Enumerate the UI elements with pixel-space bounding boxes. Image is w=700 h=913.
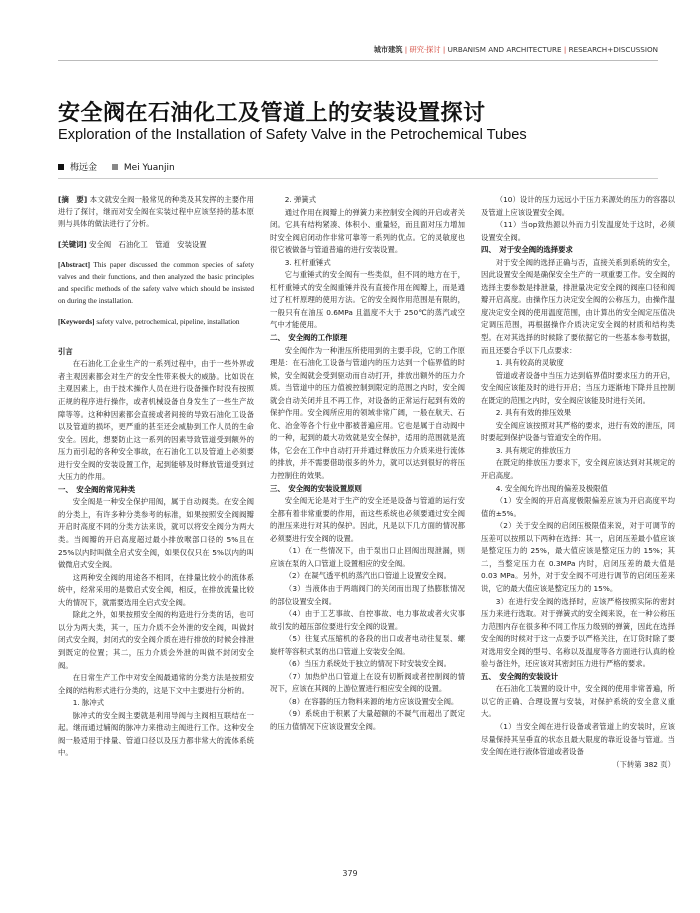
header-rule (58, 60, 658, 61)
section-heading: 四、 对于安全阀的选择要求 (481, 245, 573, 255)
column-middle (270, 194, 465, 734)
list-item: （9）系统由于积累了大量超额的不凝气而超出了既定的压力值情况下应该设置安全阀。 (270, 709, 465, 731)
section-heading: 五、 安全阀的安装设计 (481, 671, 559, 681)
paragraph: 安全阀是一种安全保护用阀，属于自动阀类。在安全阀的分类上，有许多种分类参考的标准，如果按照安全阀阀瓣开启时高度不同的分类方法来说，就可以将安全阀分为两大类。当阀瓣的开启高度超过最小排放喉部口径的 5%且在 25%以内时叫做全启式安全阀，如果仅仅只在 5%以内的叫做微启式安全阀。 (58, 497, 254, 570)
keywords-cn: 安全阀 石油化工 管道 安装设置 (89, 239, 207, 249)
list-item: （2）关于安全阀的启闭压极限值来说，对于可调节的压差可以按照以下两种在选择：其一，启闭压差最小值应该是整定压力的 25%，最大值应该是整定压力的 15%；其二，当整定压力在 0.3MPa 内时，启闭压差的最大值是 0.03 MPa。另外，对于安全阀不可进行调节的启闭压差来说，它的最大值应该是整定压力的 15%。 (481, 521, 675, 593)
column-left (58, 194, 254, 760)
paragraph: 除此之外，如果按照安全阀的构造进行分类的话，也可以分为两大类，其一，压力介质不会外泄的安全阀，叫做封闭式安全阀，封闭式的安全阀介质在进行排放的时候会排泄到既定的位置；其二，压力介质会外泄的叫做不封闭安全阀。 (58, 610, 254, 670)
paragraph: 管道或者设备中当压力达到临界值时要求压力的开启，安全阀应该能及时的进行开启；当压力逐渐地下降并且控制在既定的范围之内时，安全阀应该能及时进行关闭。 (481, 370, 675, 405)
subheading: 2. 具有有效的排压效果 (495, 408, 572, 418)
page-number: 379 (342, 869, 358, 878)
abstract-label-cn: [摘 要] (58, 195, 88, 204)
author-cn: 梅远金 (70, 163, 98, 173)
author-rule (58, 178, 658, 179)
subheading: 3. 具有规定的排放压力 (495, 445, 572, 455)
paragraph: 在石油化工装置的设计中，安全阀的使用非常普遍，所以它的正确、合理设置与安装，对保护系统的安全意义重大。 (481, 684, 675, 719)
continued-note: （下转第 382 页） (612, 759, 675, 769)
abstract-label-en: [Abstract] (58, 259, 91, 269)
section-heading: 一、 安全阀的常见种类 (58, 484, 136, 494)
title-en: Exploration of the Installation of Safety Valve in the Petrochemical Tubes (58, 127, 527, 143)
list-item: （6）当压力系统处于独立的情况下时安装安全阀。 (284, 659, 451, 669)
list-item: 3）在进行安全阀的选择时，应该严格按照实际的密封压力来进行选取。对于弹簧式的安全阀来说，在一种公称压力范围内存在很多种不同工作压力级别的弹簧，因此在选择安全阀的时候对于这一点要予以严格关注，在订货时除了要对选用安全阀的型号、名称以及温度等各方面进行认真的检验与备注外，还应该对其密封压力进行严格的要求。 (481, 596, 675, 669)
paragraph: 在日常生产工作中对安全阀最通常的分类方法是按照安全阀的结构形式进行分类的，这是下文中主要进行分析的。 (58, 673, 254, 695)
intro-heading: 引言 (58, 346, 73, 356)
column-cn: 研究·探讨 (409, 45, 441, 54)
abstract-block (58, 194, 254, 328)
keywords-en: safety valve, petrochemical, pipeline, installation (96, 316, 240, 326)
list-item: （11）当op致热源以外而力引发温度处于这时，必须设置安全阀。 (481, 220, 675, 242)
column-right (481, 194, 675, 771)
abstract-text-cn: 本文就安全阀一般常见的种类及其发挥的主要作用进行了探讨，继而对安全阀在实装过程中应该坚持的基本原则与具体的做法进行了分析。 (58, 195, 254, 229)
paragraph: 安全阀应该按照对其严格的要求，进行有效的泄压，同时要起到保护设备与管道安全的作用。 (481, 420, 675, 443)
section-heading: 三、 安全阀的安装设置原则 (270, 483, 362, 493)
list-item: （4）由于工艺事故、自控事故、电力事故或者火灾事故引发的超压部位要进行安全阀的设置。 (270, 609, 465, 631)
list-item: （7）加热炉出口管道上在设有切断阀或者控制阀的情况下，应该在其阀的上游位置进行相应安全阀的设置。 (270, 671, 465, 694)
list-item: （8）在容器的压力物料来源的地方应该设置安全阀。 (284, 696, 459, 706)
subheading: 1. 具有较高的灵敏度 (495, 358, 564, 368)
author-en: Mei Yuanjin (123, 163, 175, 173)
keywords-label-en: [Keywords] (58, 316, 95, 326)
list-item: （3）当液体由于两端阀门的关闭而出现了热膨胀情况的部位设置安全阀。 (270, 583, 465, 606)
keywords-label-cn: [关键词] (58, 239, 87, 249)
list-item: （10）设计的压力远远小于压力来源处的压力的容器以及管道上应该设置安全阀。 (481, 195, 675, 217)
section-heading: 二、 安全阀的工作原理 (270, 333, 348, 343)
paragraph: 在石油化工企业生产的一系列过程中，由于一些外界或者主观因素都会对生产的安全性带来极大的威胁。比如说在主观因素上，由于技术操作人员在进行设备操作时没有按照正规的程序进行操作，或者机械设备自身发生了一些生产故障等等。这种种因素都会直接或者间接的导致石油化工设备以及管道的损坏，更严重的甚至还会威胁到工作人员的生命安全。因此，想要防止这一系列的因素导致管道受到额外的压力而引起的各种安全事故，在石油化工以及管道上必须要进行安全阀的安装设置工作，起到能够及时释放管道受到过大压力的作用。 (58, 359, 254, 482)
column-en: URBANISM AND ARCHITECTURE (447, 45, 562, 54)
running-header-text: 城市建筑 | 研究·探讨 | URBANISM AND ARCHITECTURE | RESEARCH+DISCUSSION (373, 45, 658, 54)
abstract-text-en: This paper discussed the common species of safety valves and their functions, and then analyzed the basic principles and specific methods of the safety valve which should be insisted on during the installation. (58, 259, 254, 306)
subheading: 3. 杠杆重锤式 (284, 257, 331, 267)
paragraph: 脉冲式的安全阀主要就是利用导阀与主阀相互联结在一起。继而通过辅阀的脉冲力来推动主阀进行工作。这种安全阀一般适用于排量、管道口径以及压力都非常大的流体系统中。 (58, 710, 254, 758)
subheading: 4. 安全阀允许出现的偏差及极限值 (495, 483, 608, 493)
title-cn: 安全阀在石油化工及管道上的安装设置探讨 (58, 101, 486, 126)
paragraph: 安全阀无论是对于生产的安全还是设备与管道的运行安全都有着非常重要的作用，而这些系统也必须要通过安全阀的泄压来进行对其的保护。因此，凡是以下几方面的情况都必须要进行安全阀的设置。 (270, 496, 465, 543)
paragraph: 在既定的排放压力要求下，安全阀应该达到对其规定的开启高度。 (481, 458, 675, 481)
list-item: （5）往复式压缩机的各段的出口或者电动往复泵、螺旋杆等容积式泵的出口管道上安装安全阀。 (270, 634, 465, 656)
column-en-2: RESEARCH+DISCUSSION (568, 45, 658, 54)
square-bullet-icon (58, 164, 64, 170)
paragraph: （1）当安全阀在进行设备或者管道上的安装时，应该尽量保持其呈垂直的状态且最大限度的靠近设备与管道。当安全阀在进行液体管道或者设备 (481, 721, 675, 757)
paragraph: 通过作用在阀瓣上的弹簧力来控制安全阀的开启或者关闭。它具有结构紧凑、体积小、重量轻，而且面对压力增加时安全阀启闭动作非常可靠等一系列的优点。它的灵敏度也很它被做备与管道普遍的进行安装设置。 (270, 207, 465, 255)
subheading: 1. 脉冲式 (72, 698, 105, 708)
journal-name: 城市建筑 (373, 45, 403, 54)
subheading: 2. 弹簧式 (284, 195, 317, 204)
running-header (0, 44, 700, 58)
author-line (58, 160, 175, 173)
paragraph: 它与重锤式的安全阀有一些类似，但不同的地方在于，杠杆重锤式的安全阀重锤并没有直接作用在阀瓣上，而是通过了杠杆原理的使用方法。它的安全阀作用范围是有限的，一般只有在油压 0.6MPa 且温度不大于 250℃的蒸汽或空气中才能使用。 (270, 270, 465, 330)
paragraph: 安全阀作为一种泄压所使用到的主要手段，它的工作原理是：在石油化工设备与管道内的压力达到一个临界值的时候，安全阀就会受到驱动而自动打开，排放出额外的压力介质。当管道中的压力值被控制到限定的范围之内时，安全阀就会自动关闭并且不再工作，对设备的正常运行起到有效的保护作用。安全阀所应用的领域非常广阔，一般在航天、石化、冶金等各个行业中都被普遍应用。它也是属于自动阀中的一种，起到的最大功效就是安全保护，适用的范围就是流体，它会在工作中自动打开并通过释放压力介质来进行流体的排放，并不需要借助很多的外力，就可以达到很好的将压力控制住的效果。 (270, 345, 465, 481)
list-item: （1）安全阀的开启高度极限偏差应该为开启高度平均值的±5%。 (481, 496, 675, 518)
paragraph: 对于安全阀的选择正确与否，直接关系到系统的安全，因此设置安全阀是确保安全生产的一项重要工作。安全阀的选择主要参数是排泄量，排泄量决定安全阀的阀座口径和阀瓣开启高度。由操作压力决定安全阀的公称压力，由操作温度决定安全阀的使用温度范围，由计算出的安全阀定压值决定调压范围，再根据操作介质决定安全阀的材质和结构类型。在对其选择的时候除了要依据它的一些基本参考数据，而且还要合乎以下几点要求： (481, 257, 675, 355)
list-item: （2）在凝气透平机的蒸汽出口管道上设置安全阀。 (284, 571, 451, 581)
list-item: （1）在一些情况下，由于泵出口止回阀出现泄漏，则应该在泵的入口管道上设置相应的安全阀。 (270, 546, 465, 568)
square-bullet-icon (112, 164, 118, 170)
paragraph: 这两种安全阀的用途各不相同，在排量比较小的流体系统中，经常采用的是微启式安全阀，相反，在排放流量比较大的情况下，就需要选用全启式安全阀。 (58, 572, 254, 607)
